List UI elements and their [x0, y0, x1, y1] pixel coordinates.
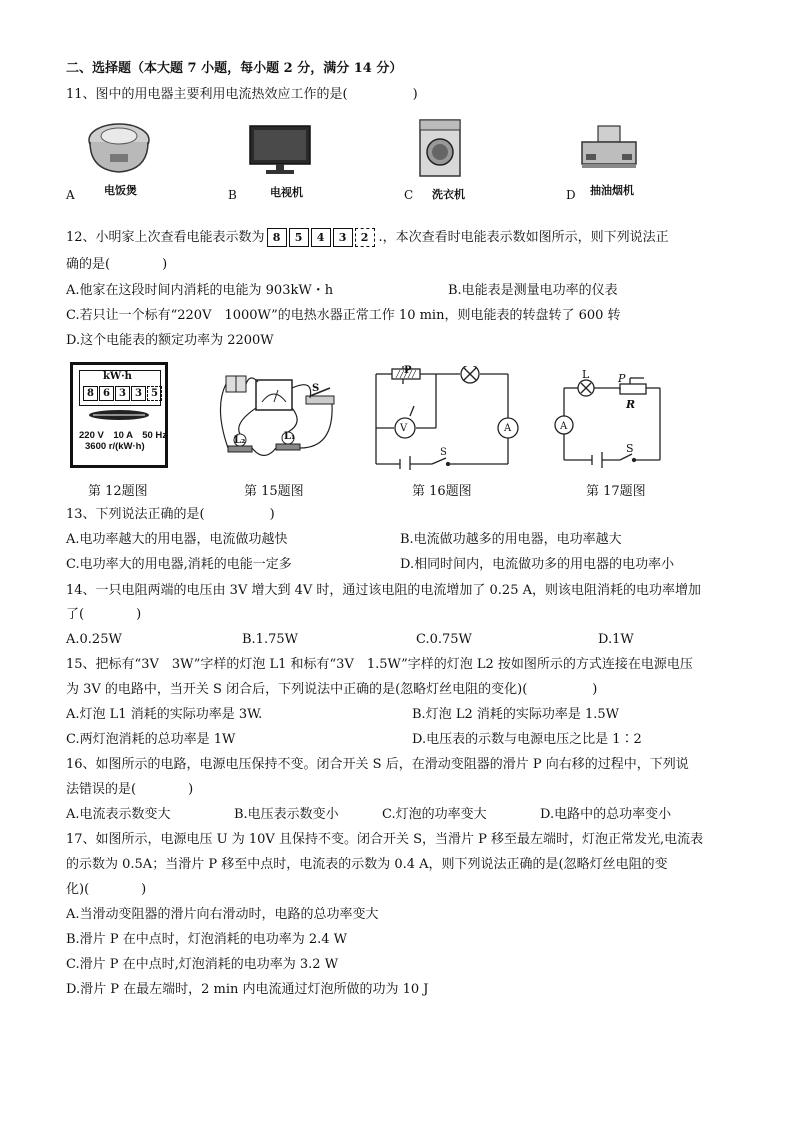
range-hood-image: [578, 124, 640, 176]
q17-stem-line3: 化)( ): [66, 882, 147, 897]
q13-option-a: A.电功率越大的用电器，电流做功越快: [66, 532, 288, 547]
figure-12-caption: 第 12题图: [88, 484, 148, 499]
fig17-label-a: A: [560, 421, 568, 432]
q17-stem-line1: 17、如图所示，电源电压 U 为 10V 且保持不变。闭合开关 S，当滑片 P 移至最左端时，灯泡正常发光,电流表: [66, 832, 704, 847]
q12-digit: 8: [267, 228, 287, 247]
q12-option-c: C.若只让一个标有“220V 1000W”的电热水器正常工作 10 min，则电能表的转盘转了 600 转: [66, 308, 621, 323]
q17-option-a: A.当滑动变阻器的滑片向右滑动时，电路的总功率变大: [66, 907, 379, 922]
fig16-label-a: A: [504, 423, 512, 434]
meter-digit-decimal: 5: [147, 386, 162, 401]
figure-17-caption: 第 17题图: [586, 484, 646, 499]
q13-option-d: D.相同时间内，电流做功多的用电器的电功率小: [400, 557, 675, 572]
q14-option-c: C.0.75W: [416, 632, 472, 647]
q11-stem: 11、图中的用电器主要利用电流热效应工作的是( ): [66, 87, 418, 102]
q16-option-a: A.电流表示数变大: [66, 807, 171, 822]
q12-previous-reading: [267, 228, 377, 247]
q12-stem-pre: 12、小明家上次查看电能表示数为: [66, 230, 265, 245]
q11-option-a-letter: A: [66, 188, 75, 202]
q14-option-b: B.1.75W: [242, 632, 298, 647]
q12-option-d: D.这个电能表的额定功率为 2200W: [66, 333, 274, 348]
q15-option-c: C.两灯泡消耗的总功率是 1W: [66, 732, 236, 747]
meter-constant: 3600 r/(kW·h): [85, 441, 145, 452]
q14-stem-line2: 了( ): [66, 607, 142, 622]
q15-option-a: A.灯泡 L1 消耗的实际功率是 3W.: [66, 707, 263, 722]
tv-image: [248, 124, 312, 176]
q17-option-b: B.滑片 P 在中点时，灯泡消耗的电功率为 2.4 W: [66, 932, 347, 947]
q12-stem-line1: [66, 228, 669, 247]
q12-digit-decimal: 2: [355, 228, 375, 247]
q14-stem-line1: 14、一只电阻两端的电压由 3V 增大到 4V 时，通过该电阻的电流增加了 0.25 A，则该电阻消耗的电功率增加: [66, 583, 701, 598]
q12-option-a: A.他家在这段时间内消耗的电能为 903kW・h: [66, 283, 334, 298]
q11-option-d-label: 抽油烟机: [590, 184, 634, 197]
meter-digit: 6: [99, 386, 114, 401]
q12-option-b: B.电能表是测量电功率的仪表: [448, 283, 618, 298]
meter-digit: 3: [115, 386, 130, 401]
q12-stem-line2: 确的是( ): [66, 257, 168, 272]
q17-stem-line2: 的示数为 0.5A；当滑片 P 移至中点时，电流表的示数为 0.4 A，则下列说法正确的是(忽略灯丝电阻的变: [66, 857, 668, 872]
q12-stem-post: .，本次查看时电能表示数如图所示，则下列说法正: [378, 230, 669, 245]
fig17-label-s: S: [626, 442, 634, 455]
fig15-label-l1: L₁: [284, 431, 296, 442]
q12-digit: 5: [289, 228, 309, 247]
fig17-label-l: L: [582, 368, 590, 381]
q13-stem: 13、下列说法正确的是( ): [66, 507, 275, 522]
q16-option-d: D.电路中的总功率变小: [540, 807, 672, 822]
q17-option-c: C.滑片 P 在中点时,灯泡消耗的电功率为 3.2 W: [66, 957, 339, 972]
q15-option-d: D.电压表的示数与电源电压之比是 1∶2: [412, 732, 642, 747]
fig16-label-v: V: [400, 423, 408, 434]
meter-disc-icon: [87, 407, 151, 423]
q17-option-d: D.滑片 P 在最左端时，2 min 内电流通过灯泡所做的功为 10 J: [66, 982, 429, 997]
fig15-label-l2: L₂: [234, 435, 246, 446]
q11-option-b-label: 电视机: [270, 186, 303, 199]
q11-option-c-letter: C: [404, 188, 414, 202]
figure-15-circuit: [214, 368, 354, 468]
q15-stem-line2: 为 3V 的电路中，当开关 S 闭合后，下列说法中正确的是(忽略灯丝电阻的变化)( ): [66, 682, 598, 697]
fig16-label-p: P: [404, 365, 412, 376]
fig17-label-p: P: [618, 372, 626, 385]
meter-rating: 220 V 10 A 50 Hz: [79, 430, 168, 441]
meter-unit: kW·h: [103, 371, 132, 382]
figure-16-caption: 第 16题图: [412, 484, 472, 499]
fig16-label-s: S: [440, 447, 447, 458]
q12-digit: 4: [311, 228, 331, 247]
q13-option-c: C.电功率大的用电器,消耗的电能一定多: [66, 557, 292, 572]
meter-digits: [83, 386, 162, 401]
section-title: 二、选择题（本大题 7 小题，每小题 2 分，满分 14 分）: [66, 61, 403, 76]
q15-option-b: B.灯泡 L2 消耗的实际功率是 1.5W: [412, 707, 620, 722]
q11-option-c-label: 洗衣机: [432, 188, 465, 201]
fig15-label-s: S: [312, 383, 320, 394]
q13-option-b: B.电流做功越多的用电器，电功率越大: [400, 532, 622, 547]
energy-meter-figure: [70, 362, 168, 468]
q14-option-d: D.1W: [598, 632, 634, 647]
rice-cooker-image: [86, 118, 152, 178]
q12-digit: 3: [333, 228, 353, 247]
washing-machine-image: [418, 118, 462, 178]
q11-option-a-label: 电饭煲: [104, 184, 137, 197]
q16-stem-line1: 16、如图所示的电路，电源电压保持不变。闭合开关 S 后，在滑动变阻器的滑片 P 向右移的过程中，下列说: [66, 757, 689, 772]
q16-option-c: C.灯泡的功率变大: [382, 807, 487, 822]
fig17-label-r: R: [626, 398, 636, 411]
q16-option-b: B.电压表示数变小: [234, 807, 339, 822]
meter-digit: 8: [83, 386, 98, 401]
q15-stem-line1: 15、把标有“3V 3W”字样的灯泡 L1 和标有“3V 1.5W”字样的灯泡 L2 按如图所示的方式连接在电源电压: [66, 657, 693, 672]
q11-option-b-letter: B: [228, 188, 237, 202]
meter-digit: 3: [131, 386, 146, 401]
q16-stem-line2: 法错误的是( ): [66, 782, 194, 797]
figure-15-caption: 第 15题图: [244, 484, 304, 499]
q11-option-d-letter: D: [566, 188, 576, 202]
q14-option-a: A.0.25W: [66, 632, 122, 647]
